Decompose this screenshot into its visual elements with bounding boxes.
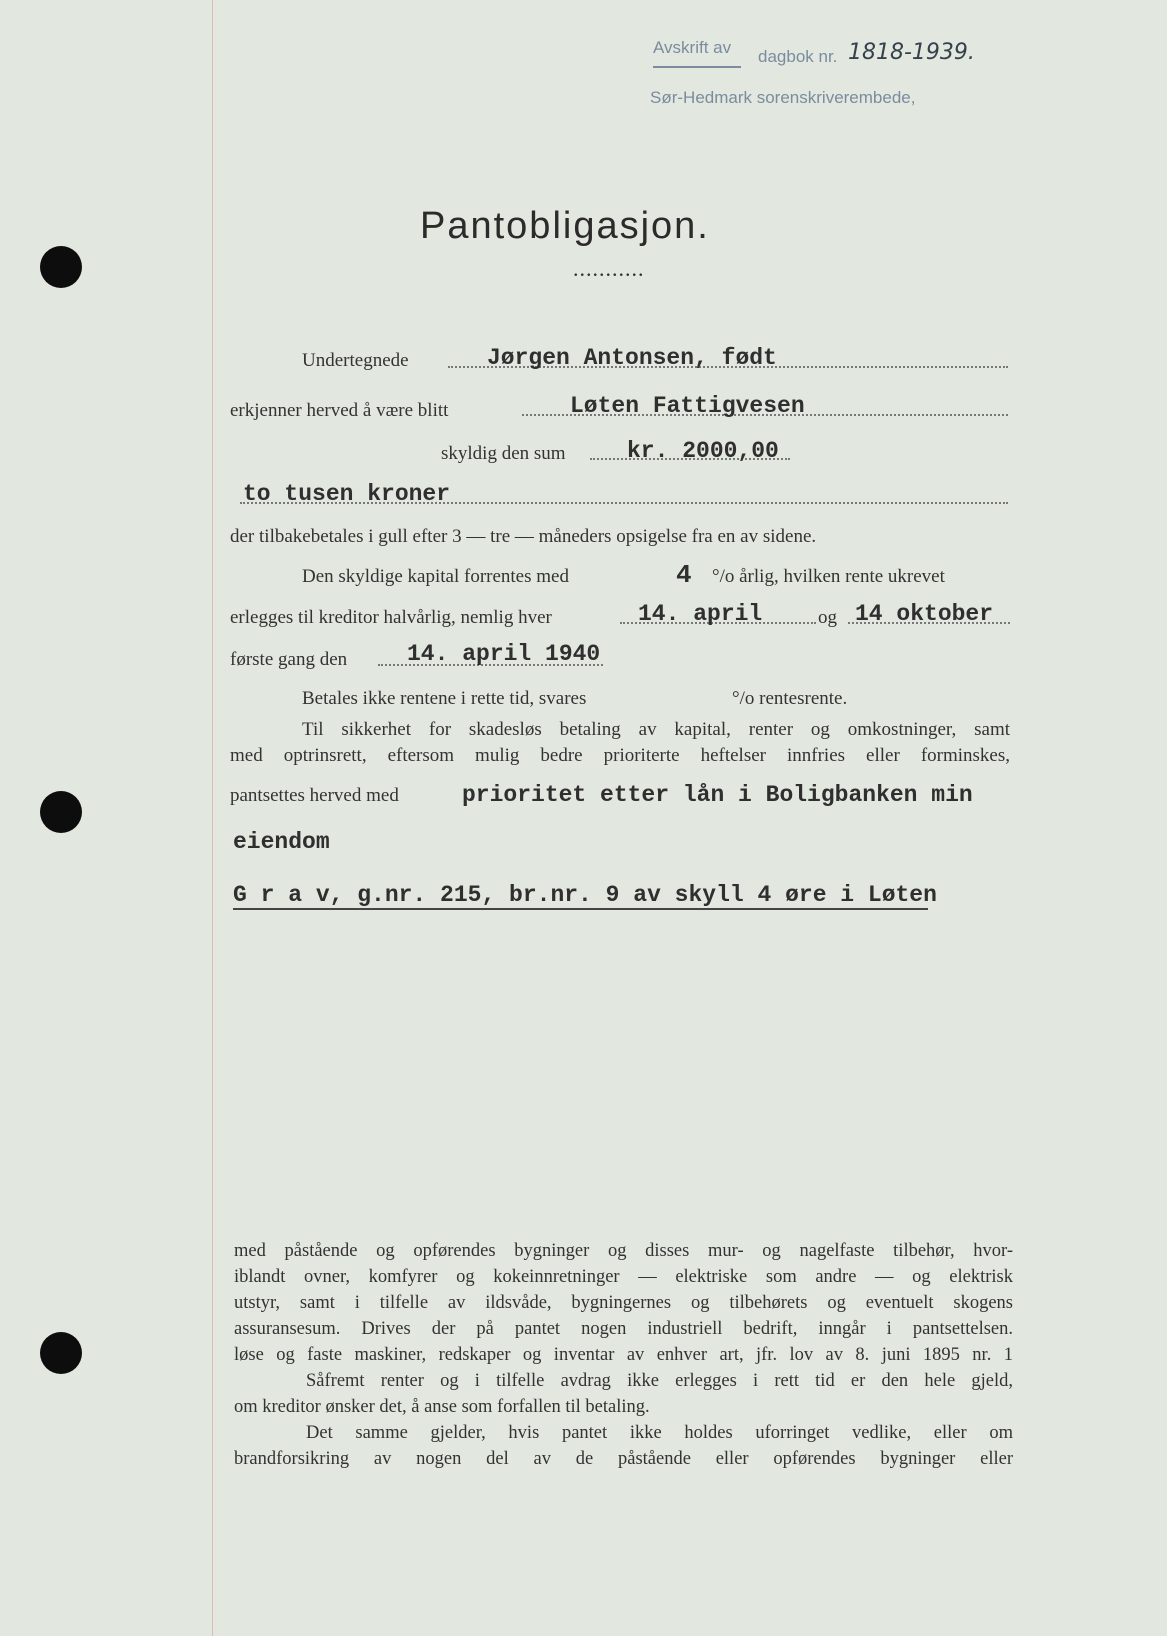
sikkerhet-line-1: Til sikkerhet for skadesløs betaling av kapital, renter og omkostninger, samt (302, 719, 1010, 740)
skyldig-value: kr. 2000,00 (627, 438, 779, 464)
interest-rate: 4 (676, 560, 692, 590)
undertegnede-value: Jørgen Antonsen, født (487, 345, 777, 371)
office-stamp: Sør-Hedmark sorenskriverembede, (650, 88, 916, 107)
payment-date-2: 14 oktober (855, 601, 994, 627)
terms-line: Såfremt renter og i tilfelle avdrag ikke erlegges i rett tid er den hele gjeld, (306, 1371, 1013, 1391)
og-text: og (818, 607, 837, 628)
kapital-text: Den skyldige kapital forrentes med (302, 566, 569, 587)
title-dots: ........... (573, 256, 645, 281)
sum-words-line (240, 502, 1008, 504)
terms-line: løse og faste maskiner, redskaper og inventar av enhver art, jfr. lov av 8. juni 1895 nr. 1 (234, 1345, 1013, 1365)
punch-hole (40, 1332, 82, 1374)
punch-hole (40, 246, 82, 288)
terms-line: Det samme gjelder, hvis pantet ikke holdes uforringet vedlike, eller om (306, 1423, 1013, 1443)
sum-in-words: to tusen kroner (243, 481, 451, 507)
skyldig-label: skyldig den sum (441, 443, 566, 464)
erlegges-text: erlegges til kreditor halvårlig, nemlig hver (230, 607, 552, 628)
kapital-text-2: °/o årlig, hvilken rente ukrevet (712, 566, 945, 587)
erkjenner-value: Løten Fattigvesen (570, 393, 805, 419)
eiendom-text: eiendom (233, 829, 330, 855)
terms-line: om kreditor ønsker det, å anse som forfallen til betaling. (234, 1397, 650, 1417)
terms-line: utstyr, samt i tilfelle av ildsvåde, bygningernes og tilbehørets og eventuelt skogens (234, 1293, 1013, 1313)
terms-line: iblandt ovner, komfyrer og kokeinnretninger — elektriske som andre — og elektrisk (234, 1267, 1013, 1287)
stamp-underline (653, 66, 741, 68)
rentesrente-text: °/o rentesrente. (732, 688, 848, 709)
forste-gang-label: første gang den (230, 649, 348, 670)
payment-date-1: 14. april (638, 601, 763, 627)
dagbok-number: 1818-1939. (848, 40, 975, 65)
terms-line: brandforsikring av nogen del av de påstående eller opførendes bygninger eller (234, 1449, 1013, 1469)
property-underline (233, 908, 928, 910)
property-description: G r a v, g.nr. 215, br.nr. 9 av skyll 4 øre i Løten (233, 882, 937, 908)
terms-paragraph (234, 1238, 1013, 1472)
stamp-prefix: Avskrift av (653, 38, 732, 57)
terms-line: med påstående og opførendes bygninger og disses mur- og nagelfaste tilbehør, hvor- (234, 1241, 1013, 1261)
document-title: Pantobligasjon. (420, 205, 710, 247)
erkjenner-label: erkjenner herved å være blitt (230, 400, 449, 421)
margin-rule (212, 0, 213, 1636)
terms-line: assuransesum. Drives der på pantet nogen industriell bedrift, inngår i pantsettelsen. (234, 1319, 1013, 1339)
stamp-dagbok-label: dagbok nr. (758, 47, 838, 66)
punch-hole (40, 791, 82, 833)
sikkerhet-line-2: med optrinsrett, eftersom mulig bedre prioriterte heftelser innfries eller forminskes, (230, 745, 1010, 766)
pantsettes-text: pantsettes herved med (230, 785, 399, 806)
prioritet-text: prioritet etter lån i Boligbanken min (462, 782, 973, 808)
betales-text: Betales ikke rentene i rette tid, svares (302, 688, 587, 709)
first-payment-date: 14. april 1940 (407, 641, 601, 667)
tilbake-text: der tilbakebetales i gull efter 3 — tre — måneders opsigelse fra en av sidene. (230, 526, 817, 547)
undertegnede-label: Undertegnede (302, 350, 409, 371)
sikkerhet-paragraph (230, 717, 1010, 769)
